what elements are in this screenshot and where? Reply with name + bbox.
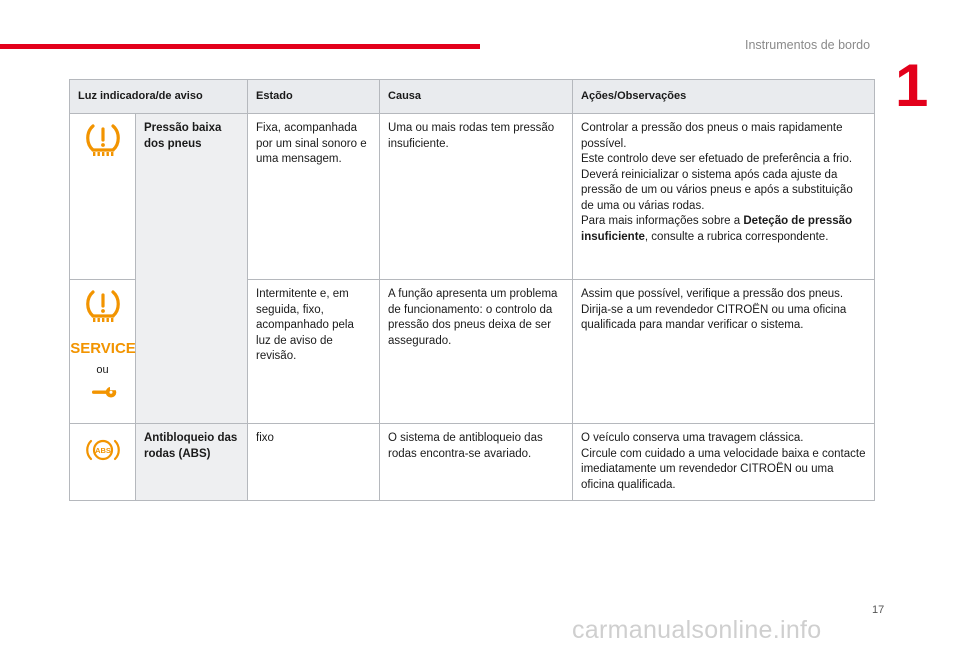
- action-text: O veículo conserva uma travagem clássica.: [581, 432, 804, 444]
- warning-lights-table: [69, 79, 875, 501]
- service-label: SERVICE: [69, 340, 136, 357]
- action-text: Controlar a pressão dos pneus o mais rapidamente possível.: [581, 122, 843, 150]
- action-text: Este controlo deve ser efetuado de preferência a frio.: [581, 153, 853, 165]
- service-icon: [69, 339, 136, 357]
- icon-cell: [70, 280, 136, 424]
- cause-cell: O sistema de antibloqueio das rodas encontra-se avariado.: [380, 424, 573, 501]
- actions-cell: Assim que possível, verifique a pressão dos pneus. Dirija-se a um revendedor CITROËN ou uma oficina qualificada para mandar verificar o sistema.: [573, 280, 875, 424]
- column-header-cause: Causa: [380, 80, 573, 114]
- action-text: [581, 214, 866, 245]
- action-text-part: Para mais informações sobre a: [581, 215, 744, 227]
- cross-reference-link: Deteção de pressão insuficiente: [581, 215, 853, 243]
- column-header-warning-light: Luz indicadora/de aviso: [70, 80, 248, 114]
- column-header-state: Estado: [248, 80, 380, 114]
- tire-pressure-icon: [83, 121, 123, 159]
- state-cell: Intermitente e, em seguida, fixo, acompanhado pela luz de aviso de revisão.: [248, 280, 380, 424]
- page-number: 17: [872, 604, 885, 616]
- watermark: carmanualsonline.info: [572, 616, 822, 644]
- or-label: ou: [96, 364, 109, 376]
- abs-icon: [83, 435, 123, 465]
- table-row: [70, 424, 875, 501]
- warning-name-cell: Pressão baixa dos pneus: [136, 114, 248, 424]
- action-text-part: , consulte a rubrica correspondente.: [644, 230, 829, 243]
- warning-name-cell: Antibloqueio das rodas (ABS): [136, 424, 248, 501]
- icon-cell: [70, 114, 136, 280]
- action-text: Circule com cuidado a uma velocidade baixa e contacte imediatamente um revendedor CITROËN ou uma oficina qualificada.: [581, 447, 866, 491]
- state-cell: Fixa, acompanhada por um sinal sonoro e uma mensagem.: [248, 114, 380, 280]
- table-header-row: [70, 80, 875, 114]
- chapter-number: 1: [895, 52, 929, 119]
- accent-bar: [0, 44, 480, 49]
- section-title: Instrumentos de bordo: [745, 38, 871, 52]
- actions-cell: [573, 114, 875, 280]
- column-header-actions: Ações/Observações: [573, 80, 875, 114]
- action-text: Deverá reinicializar o sistema após cada ajuste da pressão de um ou vários pneus e após a substituição de uma ou várias rodas.: [581, 168, 853, 212]
- table-row: [70, 114, 875, 280]
- cause-cell: Uma ou mais rodas tem pressão insuficiente.: [380, 114, 573, 280]
- cause-cell: A função apresenta um problema de funcionamento: o controlo da pressão dos pneus deixa de ser assegurado.: [380, 280, 573, 424]
- icon-cell: [70, 424, 136, 501]
- state-cell: fixo: [248, 424, 380, 501]
- actions-cell: [573, 424, 875, 501]
- abs-label: ABS: [94, 446, 111, 455]
- tire-pressure-icon: [83, 287, 123, 325]
- wrench-icon: [88, 385, 118, 399]
